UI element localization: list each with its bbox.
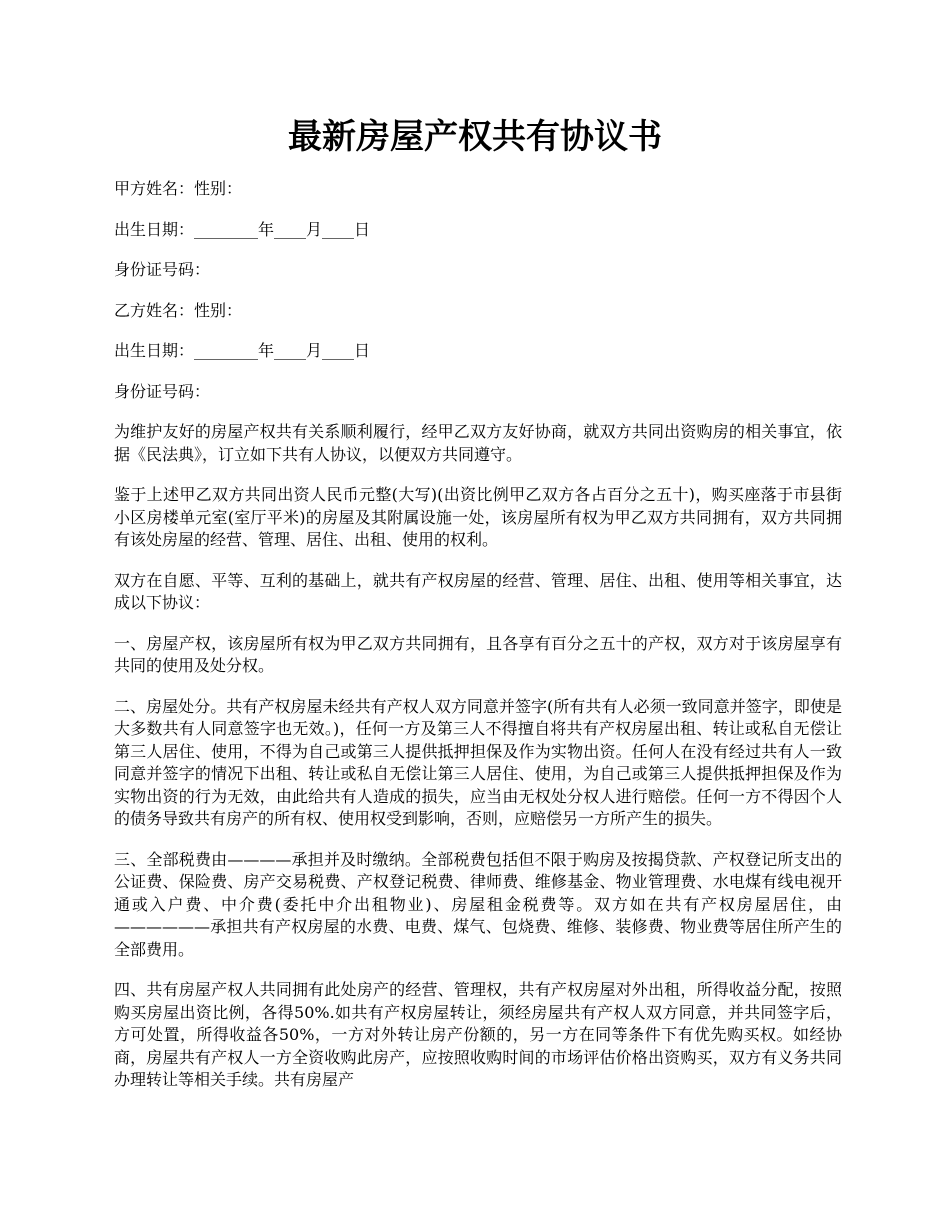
agreement-intro-paragraph: 双方在自愿、平等、互利的基础上，就共有产权房屋的经营、管理、居住、出租、使用等相关事宜，达成以下协议： [114, 570, 842, 612]
preamble-paragraph: 为维护友好的房屋产权共有关系顺利履行，经甲乙双方友好协商，就双方共同出资购房的相关事宜，依据《民法典》，订立如下共有人协议，以便双方共同遵守。 [114, 422, 842, 464]
party-a-id-number: 身份证号码： [114, 260, 211, 279]
purchase-paragraph: 鉴于上述甲乙双方共同出资人民币元整(大写)(出资比例甲乙双方各占百分之五十)，购买座落于市县街小区房楼单元室(室厅平米)的房屋及其附属设施一处，该房屋所有权为甲乙双方共同拥有，双方共同拥有该处房屋的经营、管理、居住、出租、使用的权利。 [114, 485, 842, 549]
party-b-name-gender: 乙方姓名：性别： [114, 300, 243, 320]
party-a-birth-date: 出生日期：________年____月____日 [114, 219, 371, 239]
clause-2-disposal: 二、房屋处分。共有产权房屋未经共有产权人双方同意并签字(所有共有人必须一致同意并签字，即使是大多数共有人同意签字也无效。)，任何一方及第三人不得擅自将共有产权房屋出租、转让或私自无偿让第三人居住、使用，不得为自己或第三人提供抵押担保及作为实物出资。任何人在没有经过共有人一致同意并签字的情况下出租、转让或私自无偿让第三人居住、使用，为自己或第三人提供抵押担保及作为实物出资的行为无效，由此给共有人造成的损失，应当由无权处分权人进行赔偿。任何一方不得因个人的债务导致共有房产的所有权、使用权受到影响，否则，应赔偿另一方所产生的损失。 [114, 696, 842, 828]
party-b-birth-date: 出生日期：________年____月____日 [114, 341, 371, 360]
clause-4-management: 四、共有房屋产权人共同拥有此处房产的经营、管理权，共有产权房屋对外出租，所得收益分配，按照购买房屋出资比例，各得50%.如共有产权房屋转让，须经房屋共有产权人双方同意，并共同签字后，方可处置，所得收益各50%，一方对外转让房产份额的，另一方在同等条件下有优先购买权。如经协商，房屋共有产权人一方全资收购此房产，应按照收购时间的市场评估价格出资购买，双方有义务共同办理转让等相关手续。共有房屋产 [114, 980, 842, 1089]
document-title: 最新房屋产权共有协议书 [288, 117, 662, 157]
party-b-id-number: 身份证号码： [114, 381, 211, 401]
clause-1-property-rights: 一、房屋产权，该房屋所有权为甲乙双方共同拥有，且各享有百分之五十的产权，双方对于该房屋享有共同的使用及处分权。 [114, 633, 842, 675]
party-a-name-gender: 甲方姓名：性别： [114, 179, 243, 198]
document-body [114, 178, 842, 1110]
clause-3-taxes-fees: 三、全部税费由————承担并及时缴纳。全部税费包括但不限于购房及按揭贷款、产权登记所支出的公证费、保险费、房产交易税费、产权登记税费、律师费、维修基金、物业管理费、水电煤有线电视开通或入户费、中介费(委托中介出租物业)、房屋租金税费等。双方如在共有产权房屋居住，由——————承担共有产权房屋的水费、电费、煤气、包烧费、维修、装修费、物业费等居住所产生的全部费用。 [114, 849, 842, 959]
